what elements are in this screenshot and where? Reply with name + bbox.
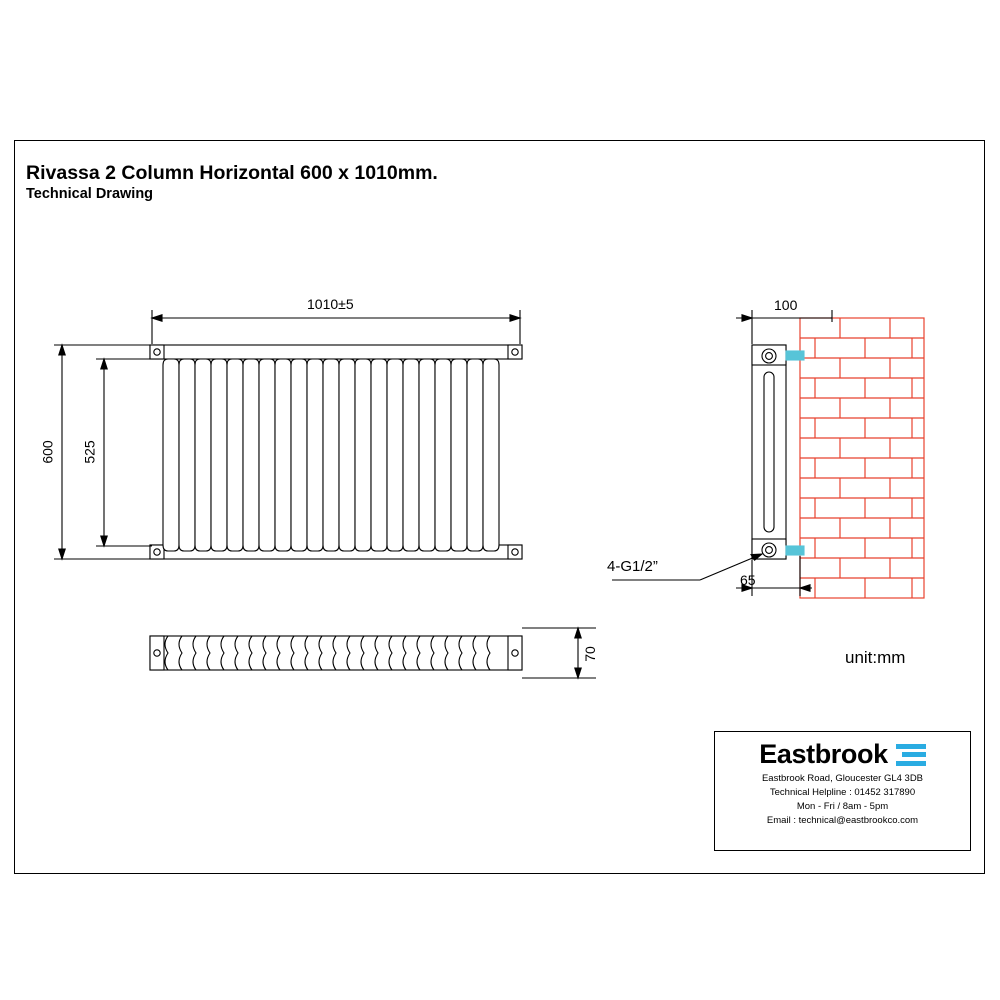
dim-width-label: 1010±5 [307, 296, 354, 312]
brand-logo-box [714, 731, 971, 851]
brand-email: Email : technical@eastbrookco.com [766, 815, 919, 826]
brand-logo-row [715, 741, 970, 768]
dim-depth-plan-label: 70 [581, 646, 598, 662]
dim-centres-label: 525 [81, 440, 98, 464]
dim-depth-side-label: 100 [774, 297, 798, 313]
dim-height-label: 600 [39, 440, 56, 464]
brand-address: Eastbrook Road, Gloucester GL4 3DB [761, 773, 924, 784]
dim-offset-label: 65 [740, 572, 756, 588]
brand-helpline: Technical Helpline : 01452 317890 [769, 787, 916, 798]
unit-note: unit:mm [845, 648, 906, 667]
brand-name: Eastbrook [759, 739, 888, 769]
page-title: Rivassa 2 Column Horizontal 600 x 1010mm. [26, 162, 438, 184]
brand-hours: Mon - Fri / 8am - 5pm [796, 801, 889, 812]
connection-label: 4-G1/2” [607, 558, 658, 575]
page-subtitle: Technical Drawing [26, 186, 154, 202]
eastbrook-logo-icon [896, 744, 926, 766]
